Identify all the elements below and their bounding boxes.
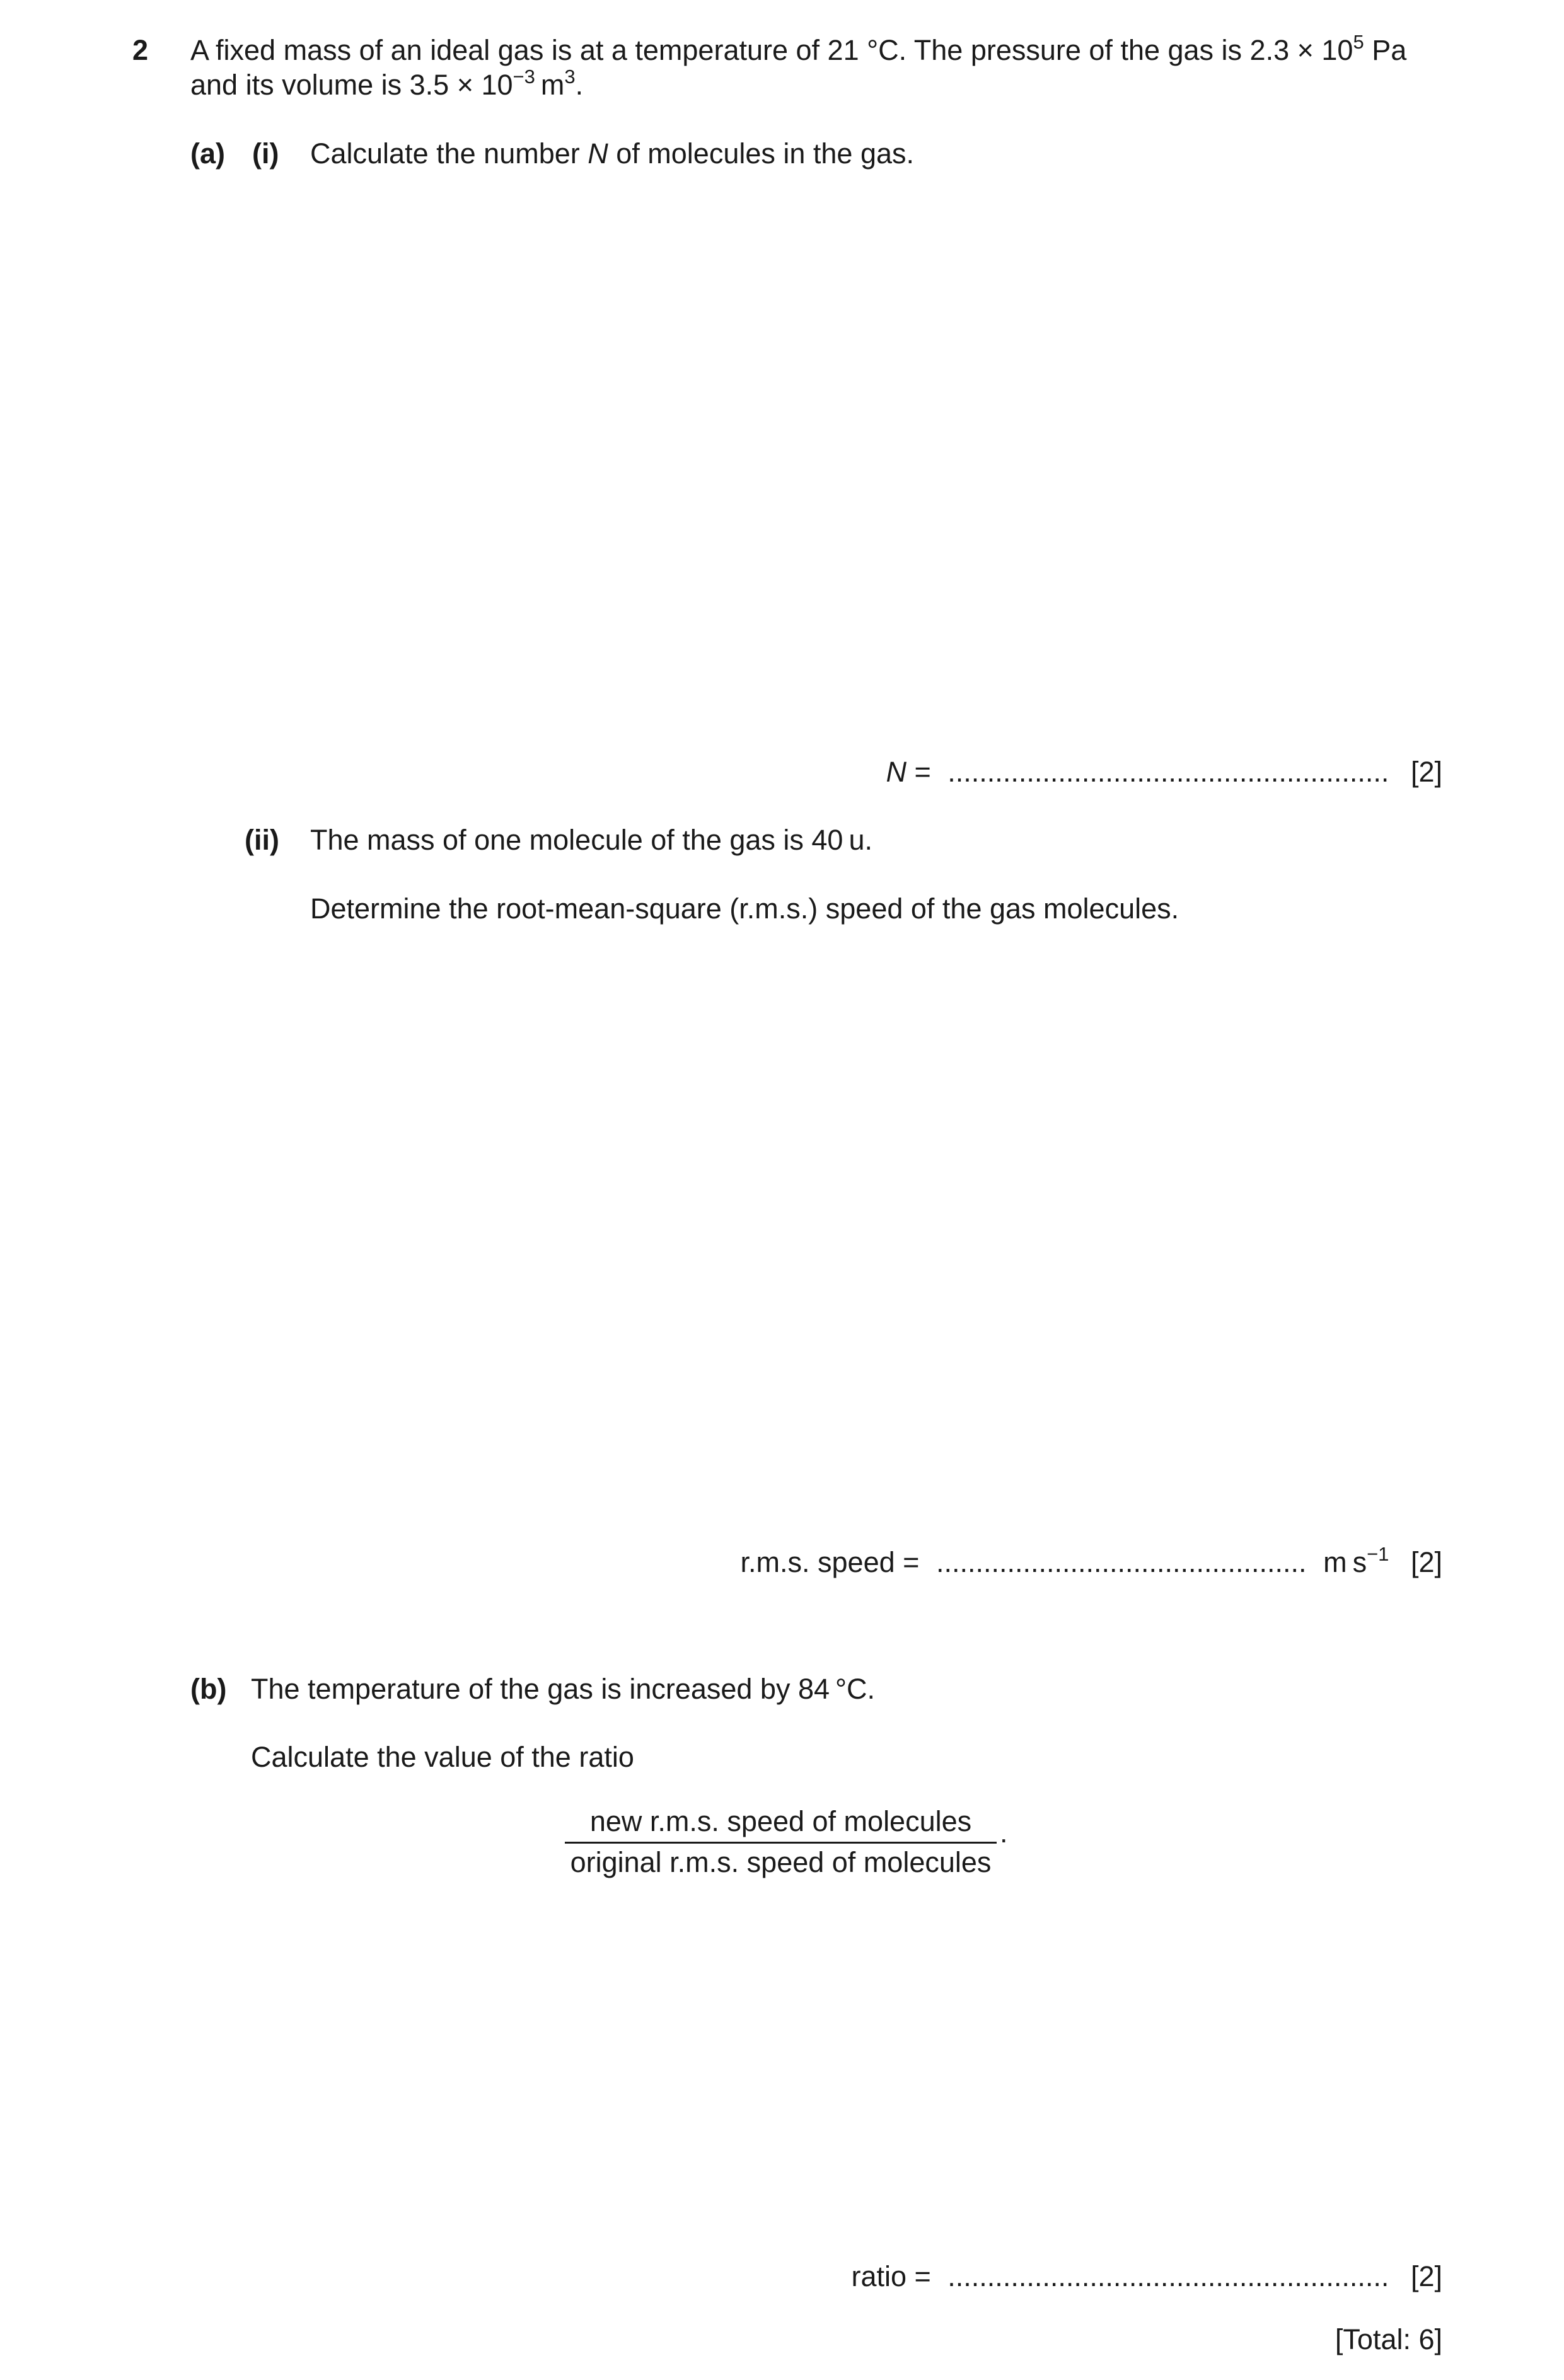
stem-period: . [575, 69, 584, 101]
question-stem-line-1 [190, 33, 1406, 68]
part-a-ii-text-1: The mass of one molecule of the gas is 40 u. [310, 824, 873, 856]
part-a-label: (a) [190, 137, 225, 170]
unit-exponent: −1 [1367, 1543, 1389, 1565]
marks-a-i: [2] [1410, 756, 1442, 788]
question-number: 2 [132, 34, 149, 66]
answer-line-ratio [851, 2259, 1442, 2294]
stem-exponent: −3 [513, 66, 535, 88]
part-a-i-question [310, 136, 914, 171]
answer-field-n[interactable]: ........................................................ [947, 756, 1389, 788]
marks-a-ii: [2] [1410, 1546, 1442, 1578]
answer-label: ratio = [851, 2260, 931, 2292]
answer-equals: = [906, 756, 931, 788]
answer-unit [1323, 1543, 1389, 1578]
answer-line-rms-speed [741, 1545, 1442, 1580]
answer-label: r.m.s. speed = [740, 1546, 920, 1578]
stem-text: A fixed mass of an ideal gas is at a temperature of 21 °C. The pressure of the gas is 2.3 × 10 [190, 34, 1353, 66]
answer-field-rms-speed[interactable]: ............................................... [936, 1546, 1307, 1578]
fraction-numerator: new r.m.s. speed of molecules [565, 1804, 997, 1844]
marks-b: [2] [1410, 2260, 1442, 2292]
unit-text: m s [1323, 1546, 1367, 1578]
question-text: Calculate the number [310, 137, 588, 170]
part-b-text-1: The temperature of the gas is increased by 84 °C. [251, 1673, 876, 1705]
answer-field-ratio[interactable]: ........................................................ [947, 2260, 1389, 2292]
variable-n: N [588, 137, 608, 170]
part-a-ii-label: (ii) [245, 824, 279, 856]
part-a-ii-text-2: Determine the root-mean-square (r.m.s.) speed of the gas molecules. [310, 893, 1179, 925]
stem-unit-exponent: 3 [564, 66, 576, 88]
ratio-fraction [565, 1804, 997, 1880]
part-a-i-label: (i) [252, 137, 279, 170]
question-stem-line-2 [190, 67, 583, 103]
total-marks: [Total: 6] [1335, 2323, 1442, 2355]
stem-unit: Pa [1364, 34, 1407, 66]
answer-line-n [886, 754, 1442, 790]
question-text: of molecules in the gas. [608, 137, 915, 170]
fraction-period: . [1000, 1817, 1008, 1849]
part-b-text-2: Calculate the value of the ratio [251, 1741, 634, 1773]
answer-variable: N [886, 756, 907, 788]
stem-unit: m [535, 69, 565, 101]
stem-exponent: 5 [1353, 31, 1364, 53]
part-b-label: (b) [190, 1673, 227, 1705]
stem-text: and its volume is 3.5 × 10 [190, 69, 513, 101]
fraction-denominator: original r.m.s. speed of molecules [570, 1846, 992, 1878]
